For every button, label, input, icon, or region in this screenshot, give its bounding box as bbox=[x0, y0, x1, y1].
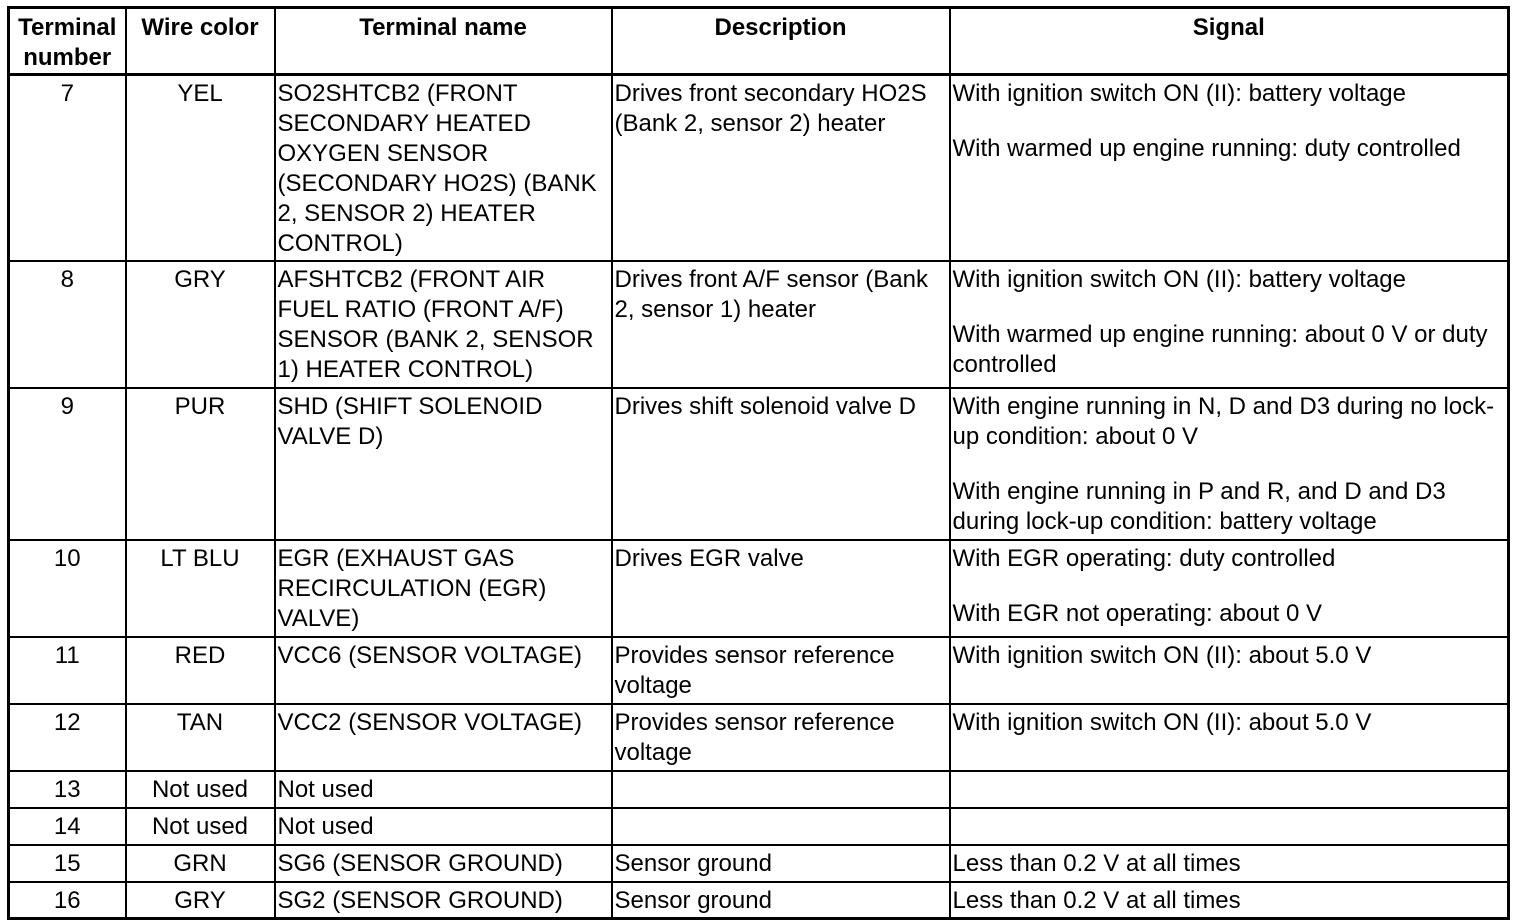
wire-color-cell: TAN bbox=[126, 704, 275, 771]
terminal-name-cell: SG2 (SENSOR GROUND) bbox=[275, 882, 612, 919]
table-row bbox=[9, 388, 1509, 540]
terminal-table bbox=[7, 6, 1510, 920]
wire-color-cell: PUR bbox=[126, 388, 275, 540]
table-row bbox=[9, 540, 1509, 637]
signal-cell bbox=[950, 388, 1509, 540]
terminal-number-cell: 15 bbox=[9, 845, 126, 882]
signal-line: With engine running in N, D and D3 during no lock-up condition: about 0 V bbox=[952, 392, 1495, 450]
signal-line: With ignition switch ON (II): battery voltage bbox=[952, 265, 1406, 293]
table-row bbox=[9, 704, 1509, 771]
header-row bbox=[9, 8, 1509, 75]
description-cell: Provides sensor reference voltage bbox=[612, 704, 950, 771]
wire-color-cell: GRY bbox=[126, 261, 275, 388]
table-body bbox=[9, 75, 1509, 919]
description-cell: Sensor ground bbox=[612, 845, 950, 882]
wire-color-cell: GRY bbox=[126, 882, 275, 919]
terminal-number-cell: 11 bbox=[9, 637, 126, 704]
terminal-name-cell: SG6 (SENSOR GROUND) bbox=[275, 845, 612, 882]
terminal-number-cell: 12 bbox=[9, 704, 126, 771]
terminal-name-cell: VCC2 (SENSOR VOLTAGE) bbox=[275, 704, 612, 771]
signal-line: With warmed up engine running: duty controlled bbox=[952, 135, 1461, 162]
wire-color-cell: GRN bbox=[126, 845, 275, 882]
terminal-number-cell: 14 bbox=[9, 808, 126, 845]
header-description: Description bbox=[612, 8, 950, 75]
table-row bbox=[9, 261, 1509, 388]
wire-color-cell: LT BLU bbox=[126, 540, 275, 637]
description-cell: Drives front A/F sensor (Bank 2, sensor 1) heater bbox=[612, 261, 950, 388]
table-row bbox=[9, 75, 1509, 261]
signal-cell bbox=[950, 637, 1509, 704]
terminal-number-cell: 8 bbox=[9, 261, 126, 388]
header-wire-color: Wire color bbox=[126, 8, 275, 75]
terminal-number-cell: 7 bbox=[9, 75, 126, 261]
signal-cell bbox=[950, 808, 1509, 845]
signal-line: With ignition switch ON (II): about 5.0 V bbox=[952, 708, 1372, 736]
header-terminal-name: Terminal name bbox=[275, 8, 612, 75]
terminal-name-cell: EGR (EXHAUST GAS RECIRCULATION (EGR) VALVE) bbox=[275, 540, 612, 637]
signal-cell bbox=[950, 261, 1509, 388]
description-cell bbox=[612, 808, 950, 845]
wire-color-cell: RED bbox=[126, 637, 275, 704]
terminal-name-cell: Not used bbox=[275, 808, 612, 845]
header-terminal-number: Terminal number bbox=[9, 8, 126, 75]
signal-line: With EGR operating: duty controlled bbox=[952, 544, 1336, 572]
description-cell: Drives shift solenoid valve D bbox=[612, 388, 950, 540]
terminal-name-cell: SO2SHTCB2 (FRONT SECONDARY HEATED OXYGEN SENSOR (SECONDARY HO2S) (BANK 2, SENSOR 2) HEATER CONTROL) bbox=[275, 75, 612, 261]
header-signal: Signal bbox=[950, 8, 1509, 75]
signal-cell bbox=[950, 845, 1509, 882]
table-row bbox=[9, 637, 1509, 704]
description-cell: Drives EGR valve bbox=[612, 540, 950, 637]
terminal-name-cell: Not used bbox=[275, 771, 612, 808]
terminal-name-cell: AFSHTCB2 (FRONT AIR FUEL RATIO (FRONT A/F) SENSOR (BANK 2, SENSOR 1) HEATER CONTROL) bbox=[275, 261, 612, 388]
terminal-number-cell: 13 bbox=[9, 771, 126, 808]
signal-cell bbox=[950, 882, 1509, 919]
signal-cell bbox=[950, 771, 1509, 808]
signal-line: Less than 0.2 V at all times bbox=[952, 849, 1241, 877]
wire-color-cell: Not used bbox=[126, 771, 275, 808]
terminal-number-cell: 16 bbox=[9, 882, 126, 919]
terminal-number-cell: 9 bbox=[9, 388, 126, 540]
wire-color-cell: YEL bbox=[126, 75, 275, 261]
terminal-name-cell: SHD (SHIFT SOLENOID VALVE D) bbox=[275, 388, 612, 540]
table-row bbox=[9, 771, 1509, 808]
signal-line: Less than 0.2 V at all times bbox=[952, 886, 1241, 914]
wire-color-cell: Not used bbox=[126, 808, 275, 845]
signal-line: With ignition switch ON (II): about 5.0 V bbox=[952, 641, 1372, 669]
terminal-number-cell: 10 bbox=[9, 540, 126, 637]
signal-cell bbox=[950, 75, 1509, 261]
table-row bbox=[9, 845, 1509, 882]
description-cell: Sensor ground bbox=[612, 882, 950, 919]
terminal-name-cell: VCC6 (SENSOR VOLTAGE) bbox=[275, 637, 612, 704]
signal-line: With engine running in P and R, and D and D3 during lock-up condition: battery voltage bbox=[952, 477, 1446, 535]
signal-line: With warmed up engine running: about 0 V or duty controlled bbox=[952, 320, 1488, 378]
signal-cell bbox=[950, 704, 1509, 771]
table-row bbox=[9, 808, 1509, 845]
table-row bbox=[9, 882, 1509, 919]
description-cell bbox=[612, 771, 950, 808]
description-cell: Provides sensor reference voltage bbox=[612, 637, 950, 704]
signal-cell bbox=[950, 540, 1509, 637]
description-cell: Drives front secondary HO2S (Bank 2, sensor 2) heater bbox=[612, 75, 950, 261]
signal-line: With EGR not operating: about 0 V bbox=[952, 599, 1323, 627]
signal-line: With ignition switch ON (II): battery voltage bbox=[952, 80, 1406, 107]
